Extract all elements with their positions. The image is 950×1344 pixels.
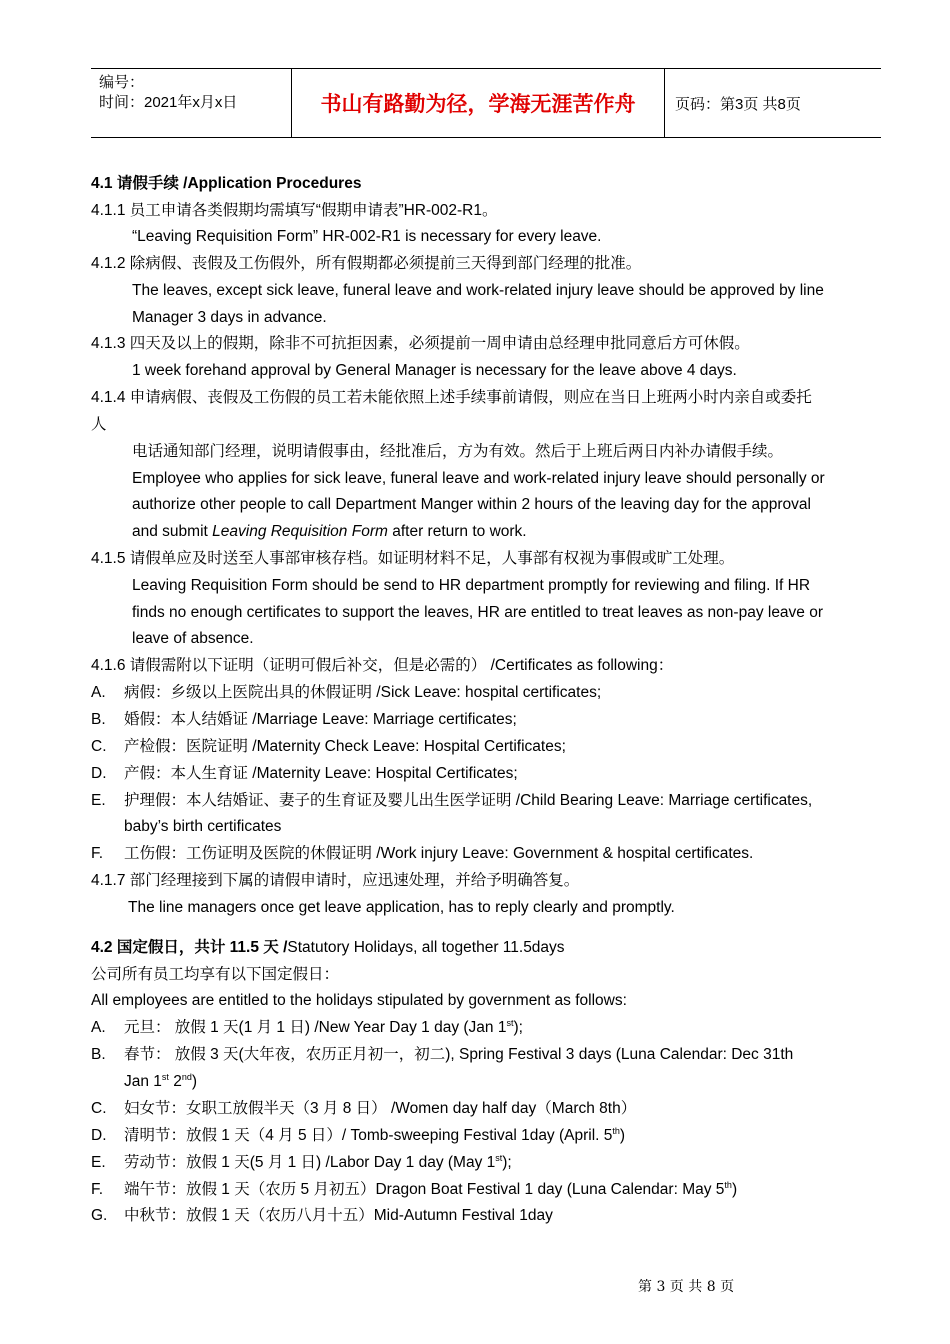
cert-item-text: 工伤假：工伤证明及医院的休假证明 /Work injury Leave: Government & hospital certificates. (124, 845, 754, 862)
cert-item-key: A. (91, 684, 106, 701)
para-4-1-4-en-3 (132, 522, 527, 542)
holiday-labor-day (124, 1153, 512, 1173)
section-4-1-title: 4.1 请假手续 /Application Procedures (91, 175, 362, 192)
cert-item-key: C. (91, 738, 107, 755)
text-run: 清明节：放假 1 天（4 月 5 日）/ Tomb-sweeping Festival 1day (April. 5 (124, 1127, 613, 1144)
para-4-1-2-en-1: The leaves, except sick leave, funeral leave and work-related injury leave should be approved by line (132, 282, 824, 299)
ordinal-suffix: th (612, 1125, 620, 1136)
cert-item-text: 病假：乡级以上医院出具的休假证明 /Sick Leave: hospital certificates; (124, 684, 602, 701)
cert-item-text: 婚假：本人结婚证 /Marriage Leave: Marriage certificates; (124, 711, 517, 728)
cert-item-text: 产假：本人生育证 /Maternity Leave: Hospital Certificates; (124, 765, 518, 782)
ordinal-suffix: nd (181, 1071, 192, 1082)
cert-item-text: 产检假：医院证明 /Maternity Check Leave: Hospital Certificates; (124, 738, 566, 755)
text-run: 劳动节：放假 1 天(5 月 1 日) /Labor Day 1 day (May 1 (124, 1154, 496, 1171)
holiday-key: C. (91, 1100, 107, 1117)
text-run: Jan 1 (124, 1073, 162, 1090)
page-label: 页码：第3页 共8页 (675, 96, 801, 113)
holiday-womens-day: 妇女节：女职工放假半天（3 月 8 日） /Women day half day（March 8th） (124, 1100, 637, 1117)
para-4-1-7-cn: 4.1.7 部门经理接到下属的请假申请时，应迅速处理，并给予明确答复。 (91, 872, 580, 889)
text-run: ) (191, 1073, 198, 1090)
holiday-spring-festival: 春节： 放假 3 天(大年夜，农历正月初一，初二), Spring Festival 3 days (Luna Calendar: Dec 31th (124, 1046, 794, 1063)
holiday-tomb-sweeping (124, 1126, 625, 1146)
text-run: 元旦： 放假 1 天(1 月 1 日) /New Year Day 1 day (Jan 1 (124, 1019, 507, 1036)
para-4-1-4-cn-1: 4.1.4 申请病假、丧假及工伤假的员工若未能依照上述手续事前请假，则应在当日上班两小时内亲自或委托 (91, 389, 812, 406)
header-meta-cell (91, 69, 292, 137)
text-run: ) (619, 1127, 626, 1144)
para-4-1-7-en: The line managers once get leave application, has to reply clearly and promptly. (128, 899, 675, 916)
time-label: 时间：2021年x月x日 (99, 94, 238, 111)
para-4-1-5-en-3: leave of absence. (132, 630, 254, 647)
cert-item-text: 护理假：本人结婚证、妻子的生育证及婴儿出生医学证明 /Child Bearing Leave: Marriage certificates, (124, 792, 813, 809)
section-4-2-title (91, 938, 565, 958)
para-4-1-5-en-2: finds no enough certificates to support the leaves, HR are entitled to treat leaves as non-pay leave or (132, 604, 824, 621)
form-name-italic: Leaving Requisition Form (212, 523, 388, 540)
page-footer: 第 3 页 共 8 页 (638, 1279, 735, 1295)
cert-item-key: D. (91, 765, 107, 782)
ordinal-suffix: st (506, 1017, 514, 1028)
para-4-1-6-cn: 4.1.6 请假需附以下证明（证明可假后补交，但是必需的） /Certificates as following： (91, 657, 674, 674)
holiday-key: D. (91, 1127, 107, 1144)
cert-item-key: F. (91, 845, 104, 862)
holiday-key: E. (91, 1154, 106, 1171)
text-run: ); (513, 1019, 523, 1036)
para-4-1-2-cn: 4.1.2 除病假、丧假及工伤假外，所有假期都必须提前三天得到部门经理的批准。 (91, 255, 642, 272)
holiday-key: B. (91, 1046, 106, 1063)
text-run: ) (731, 1181, 738, 1198)
document-header (91, 68, 881, 138)
text-run: after return to work. (387, 523, 527, 540)
para-4-1-1-en: “Leaving Requisition Form” HR-002-R1 is necessary for every leave. (132, 228, 602, 245)
para-4-1-4-en-1: Employee who applies for sick leave, funeral leave and work-related injury leave should personally or (132, 470, 825, 487)
text-run: ); (502, 1154, 512, 1171)
holiday-key: F. (91, 1181, 104, 1198)
para-4-1-3-cn: 4.1.3 四天及以上的假期，除非不可抗拒因素，必须提前一周申请由总经理申批同意后方可休假。 (91, 335, 750, 352)
holiday-key: A. (91, 1019, 106, 1036)
section-4-2-title-bold: 4.2 国定假日，共计 11.5 天 / (91, 939, 288, 956)
holiday-spring-festival-wrap (124, 1072, 197, 1092)
para-4-1-4-en-2: authorize other people to call Department Manger within 2 hours of the leaving day for the approval (132, 496, 811, 513)
holiday-dragon-boat (124, 1180, 737, 1200)
section-4-2-title-rest: Statutory Holidays, all together 11.5days (287, 939, 565, 956)
ordinal-suffix: st (161, 1071, 169, 1082)
holiday-mid-autumn: 中秋节：放假 1 天（农历八月十五）Mid-Autumn Festival 1day (124, 1207, 553, 1224)
text-run: and submit (132, 523, 213, 540)
holiday-new-year (124, 1018, 523, 1038)
text-run: 2 (168, 1073, 182, 1090)
cert-item-key: B. (91, 711, 106, 728)
cert-item-text-wrap: baby’s birth certificates (124, 818, 282, 835)
cert-item-key: E. (91, 792, 106, 809)
holiday-intro-cn: 公司所有员工均享有以下国定假日： (91, 966, 340, 983)
para-4-1-2-en-2: Manager 3 days in advance. (132, 309, 327, 326)
para-4-1-5-en-1: Leaving Requisition Form should be send to HR department promptly for reviewing and filing. If HR (132, 577, 811, 594)
header-motto: 书山有路勤为径，学海无涯苦作舟 (292, 69, 665, 137)
text-run: 端午节：放假 1 天（农历 5 月初五）Dragon Boat Festival 1 day (Luna Calendar: May 5 (124, 1181, 725, 1198)
para-4-1-4-cn-1-wrap: 人 (91, 416, 107, 433)
para-4-1-5-cn: 4.1.5 请假单应及时送至人事部审核存档。如证明材料不足，人事部有权视为事假或旷工处理。 (91, 550, 735, 567)
para-4-1-4-cn-2: 电话通知部门经理，说明请假事由，经批准后，方为有效。然后于上班后两日内补办请假手续。 (132, 443, 784, 460)
ordinal-suffix: st (495, 1152, 503, 1163)
para-4-1-1-cn: 4.1.1 员工申请各类假期均需填写“假期申请表”HR-002-R1。 (91, 202, 498, 219)
ordinal-suffix: th (724, 1179, 732, 1190)
holiday-intro-en: All employees are entitled to the holidays stipulated by government as follows: (91, 992, 627, 1009)
para-4-1-3-en: 1 week forehand approval by General Manager is necessary for the leave above 4 days. (132, 362, 737, 379)
holiday-key: G. (91, 1207, 108, 1224)
number-label: 编号： (99, 74, 145, 91)
